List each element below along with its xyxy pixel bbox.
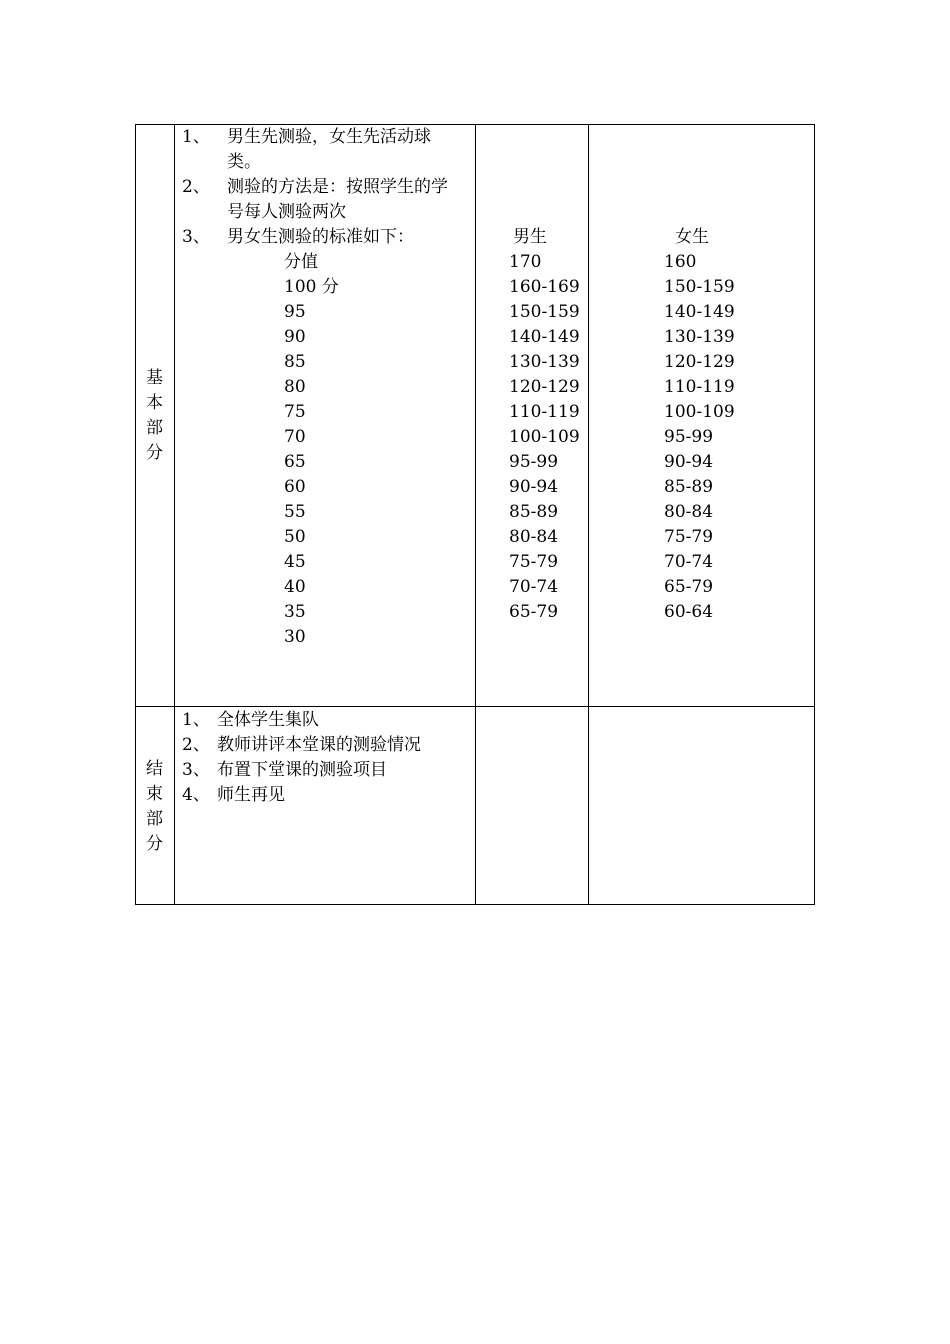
ending-item-text: 师生再见 <box>217 785 285 805</box>
score-value: 60 <box>284 477 306 497</box>
ending-item-number: 4、 <box>182 785 210 805</box>
score-header: 分值 <box>284 252 318 272</box>
col-divider-1 <box>174 124 175 905</box>
female-standard-value: 100-109 <box>664 402 735 422</box>
ending-item-number: 1、 <box>182 710 210 730</box>
ending-label-char: 部 <box>146 809 163 829</box>
female-standard-value: 140-149 <box>664 302 735 322</box>
male-standard-value: 95-99 <box>509 452 559 472</box>
score-value: 85 <box>284 352 306 372</box>
score-value: 65 <box>284 452 306 472</box>
female-standard-value: 150-159 <box>664 277 735 297</box>
female-standard-value: 130-139 <box>664 327 735 347</box>
ending-item-text: 全体学生集队 <box>217 710 319 730</box>
female-standard-value: 75-79 <box>664 527 714 547</box>
item-text: 男生先测验，女生先活动球 <box>227 127 431 147</box>
score-value: 35 <box>284 602 306 622</box>
score-value: 100 分 <box>284 277 339 297</box>
male-standard-value: 120-129 <box>509 377 580 397</box>
score-value: 30 <box>284 627 306 647</box>
male-standard-value: 160-169 <box>509 277 580 297</box>
male-standard-value: 170 <box>509 252 542 272</box>
item-number: 3、 <box>182 227 210 247</box>
female-standard-value: 120-129 <box>664 352 735 372</box>
female-standard-value: 110-119 <box>664 377 735 397</box>
basic-label-char: 部 <box>146 418 163 438</box>
male-standard-value: 80-84 <box>509 527 559 547</box>
male-standard-value: 130-139 <box>509 352 580 372</box>
item-text: 测验的方法是：按照学生的学 <box>227 177 448 197</box>
ending-item-text: 教师讲评本堂课的测验情况 <box>217 735 421 755</box>
female-standard-value: 85-89 <box>664 477 714 497</box>
female-standard-value: 65-79 <box>664 577 714 597</box>
male-header: 男生 <box>513 227 547 247</box>
col-divider-2 <box>475 124 476 905</box>
score-value: 45 <box>284 552 306 572</box>
ending-item-text: 布置下堂课的测验项目 <box>217 760 387 780</box>
male-standard-value: 150-159 <box>509 302 580 322</box>
male-standard-value: 75-79 <box>509 552 559 572</box>
score-value: 70 <box>284 427 306 447</box>
item-text: 号每人测验两次 <box>227 202 346 222</box>
score-value: 50 <box>284 527 306 547</box>
ending-label-char: 结 <box>146 759 163 779</box>
female-standard-value: 160 <box>664 252 697 272</box>
item-number: 2、 <box>182 177 210 197</box>
ending-section-label <box>135 757 174 857</box>
female-standard-value: 95-99 <box>664 427 714 447</box>
table-right-border <box>814 124 815 905</box>
male-standard-value: 110-119 <box>509 402 580 422</box>
female-standard-value: 90-94 <box>664 452 714 472</box>
basic-label-char: 分 <box>146 443 163 463</box>
ending-label-char: 分 <box>146 834 163 854</box>
male-standard-value: 70-74 <box>509 577 559 597</box>
female-header: 女生 <box>675 227 709 247</box>
ending-label-char: 束 <box>146 784 163 804</box>
basic-label-char: 本 <box>146 393 163 413</box>
male-standard-value: 65-79 <box>509 602 559 622</box>
basic-label-char: 基 <box>146 368 163 388</box>
score-value: 55 <box>284 502 306 522</box>
score-value: 75 <box>284 402 306 422</box>
score-value: 95 <box>284 302 306 322</box>
item-text: 类。 <box>227 152 261 172</box>
ending-item-number: 2、 <box>182 735 210 755</box>
lesson-table <box>135 124 815 905</box>
female-standard-value: 80-84 <box>664 502 714 522</box>
item-number: 1、 <box>182 127 210 147</box>
score-value: 90 <box>284 327 306 347</box>
female-standard-value: 60-64 <box>664 602 714 622</box>
male-standard-value: 100-109 <box>509 427 580 447</box>
basic-section-label <box>135 366 174 466</box>
col-divider-3 <box>588 124 589 905</box>
male-standard-value: 85-89 <box>509 502 559 522</box>
ending-item-number: 3、 <box>182 760 210 780</box>
female-standard-value: 70-74 <box>664 552 714 572</box>
male-standard-value: 140-149 <box>509 327 580 347</box>
male-standard-value: 90-94 <box>509 477 559 497</box>
score-value: 40 <box>284 577 306 597</box>
item-text: 男女生测验的标准如下： <box>227 227 414 247</box>
score-value: 80 <box>284 377 306 397</box>
